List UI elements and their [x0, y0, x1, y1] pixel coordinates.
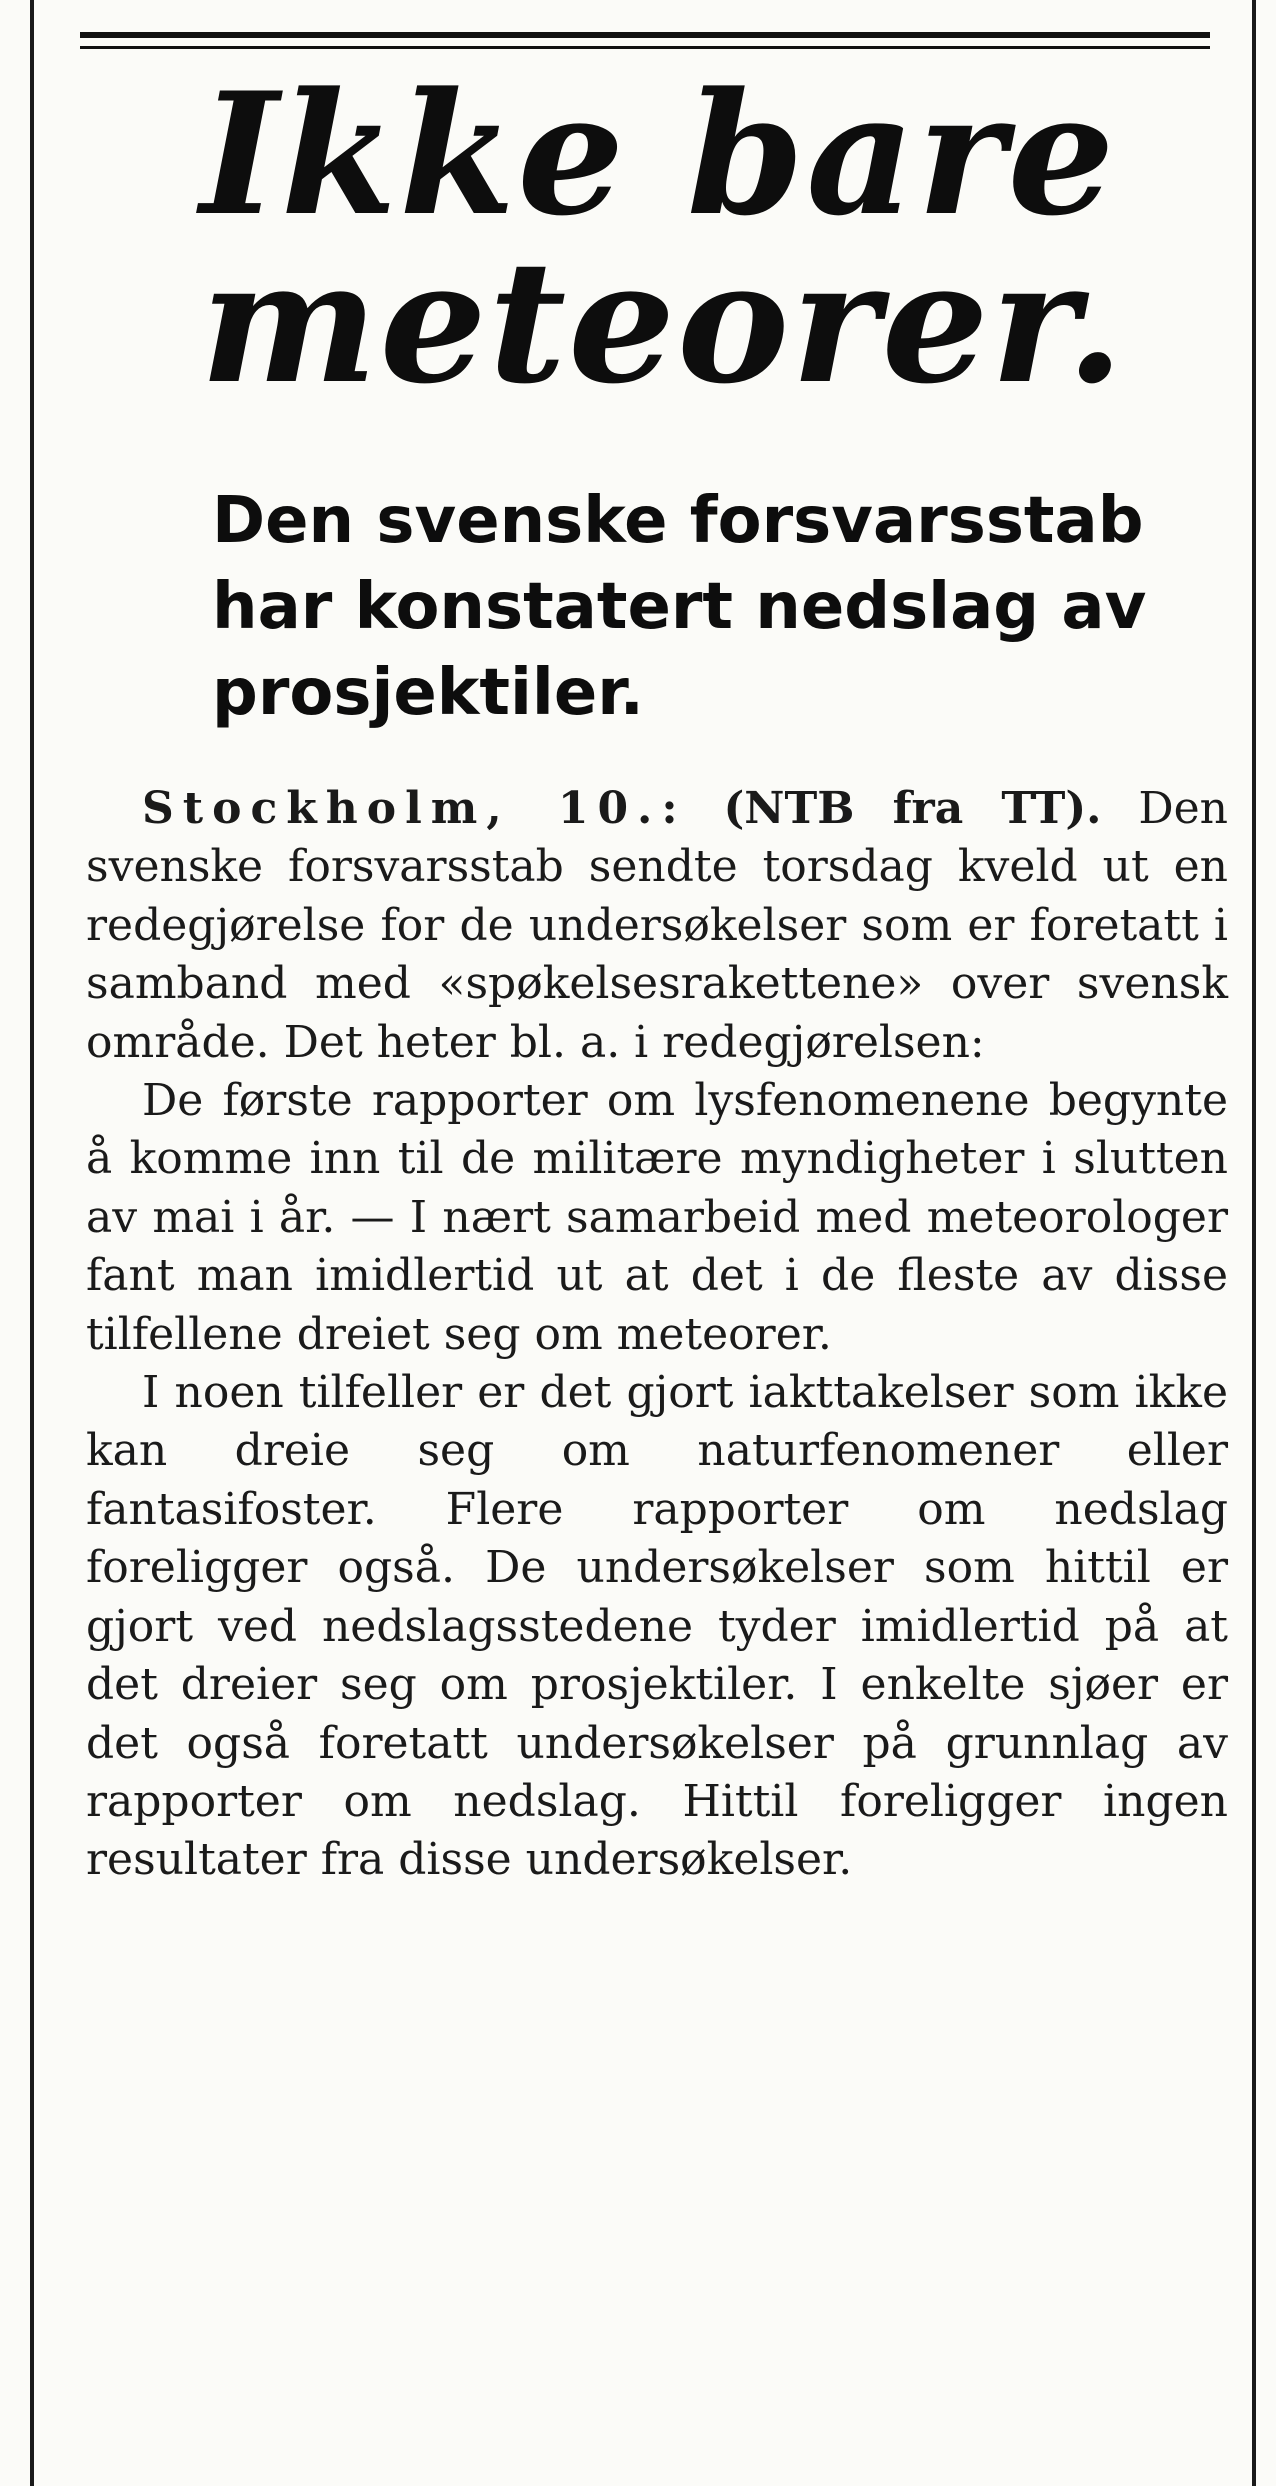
header-rule-thick: [80, 32, 1210, 38]
column-rule-right: [1252, 0, 1256, 2486]
paragraph-3: I noen tilfeller er det gjort iakttakelser som ikke kan dreie seg om naturfenomener eller fantasifoster. Flere rapporter om nedslag foreligger også. De undersøkelser som hittil er gjort ved nedslagsstedene tyder imidlertid på at det dreier seg om prosjektiler. I enkelte sjøer er det også foretatt undersøkelser på grunnlag av rapporter om nedslag. Hittil foreligger ingen resultater fra disse undersøkelser.: [86, 1367, 1228, 1886]
subheadline: Den svenske forsvarsstab har konstatert nedslag av prosjektiler.: [212, 484, 1147, 730]
column-rule-left: [30, 0, 34, 2486]
dateline: Stockholm, 10.:: [142, 783, 687, 834]
paragraph-2: De første rapporter om lysfenomenene begynte å komme inn til de militære myndigheter i slutten av mai i år. — I nært samarbeid med meteorologer fant man imidlertid ut at det i de fleste av disse tilfellene dreiet seg om meteorer.: [86, 1075, 1228, 1360]
news-source: (NTB fra TT).: [723, 783, 1102, 834]
header-rule-thin: [80, 46, 1210, 49]
paragraph-1: [86, 780, 1228, 1072]
paragraph-1-text: Den svenske forsvarsstab sendte torsdag kveld ut en redegjørelse for de undersøkelser som er foretatt i samband med «spøkelsesrakettene» over svensk område. Det heter bl. a. i redegjørelsen:: [86, 783, 1228, 1068]
headline: Ikke bare meteorer.: [200, 55, 1127, 421]
article-body: [86, 780, 1228, 1890]
